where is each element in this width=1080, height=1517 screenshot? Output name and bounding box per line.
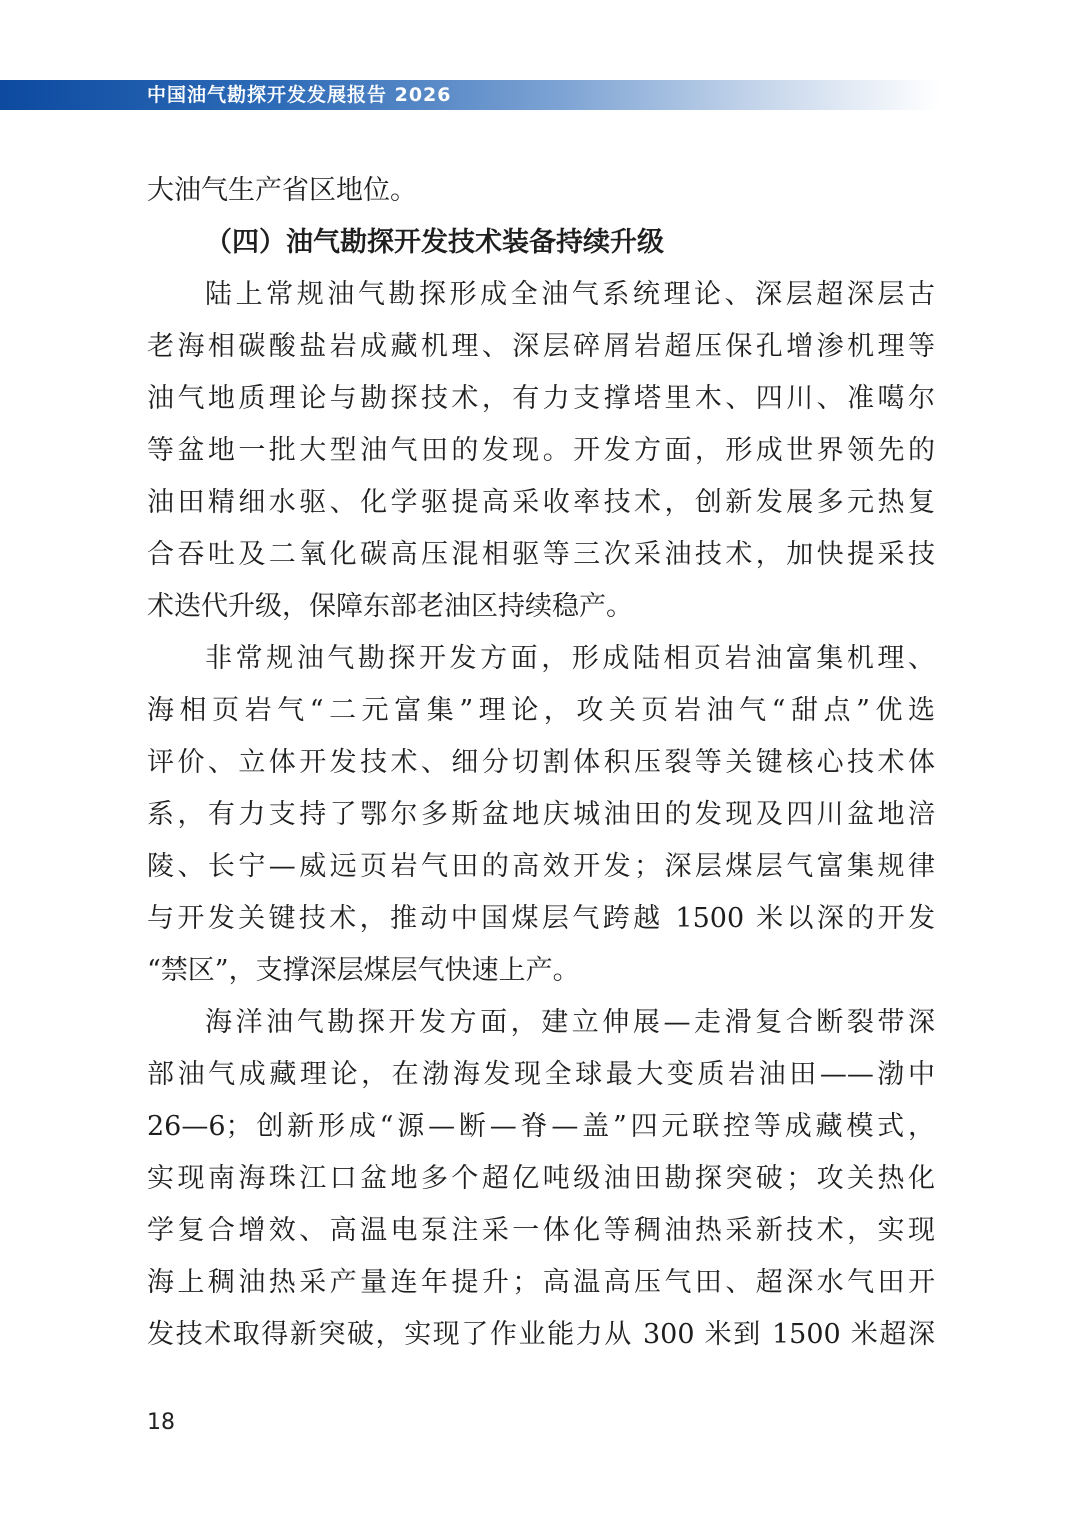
running-header-title: 中国油气勘探开发发展报告 2026 — [147, 84, 452, 106]
text-line: 大油气生产省区地位。 — [147, 175, 417, 206]
text-line: 非常规油气勘探开发方面，形成陆相页岩油富集机理、 — [205, 643, 935, 674]
text-line: 评价、立体开发技术、细分切割体积压裂等关键核心技术体 — [147, 747, 935, 778]
text-line: “禁区”，支撑深层煤层气快速上产。 — [147, 955, 580, 986]
text-line: 术迭代升级，保障东部老油区持续稳产。 — [147, 591, 633, 622]
text-line: 海洋油气勘探开发方面，建立伸展—走滑复合断裂带深 — [205, 1007, 935, 1038]
text-line: 陵、长宁—威远页岩气田的高效开发；深层煤层气富集规律 — [147, 851, 935, 882]
text-line: 油田精细水驱、化学驱提高采收率技术，创新发展多元热复 — [147, 487, 935, 518]
section-heading: （四）油气勘探开发技术装备持续升级 — [205, 227, 664, 258]
text-line: 陆上常规油气勘探形成全油气系统理论、深层超深层古 — [205, 279, 935, 310]
text-line: 老海相碳酸盐岩成藏机理、深层碎屑岩超压保孔增渗机理等 — [147, 331, 935, 362]
text-line: 实现南海珠江口盆地多个超亿吨级油田勘探突破；攻关热化 — [147, 1163, 935, 1194]
text-line: 系，有力支持了鄂尔多斯盆地庆城油田的发现及四川盆地涪 — [147, 799, 935, 830]
text-line: 发技术取得新突破，实现了作业能力从 300 米到 1500 米超深 — [147, 1319, 935, 1350]
page-body — [147, 165, 935, 1361]
header-band — [0, 80, 940, 110]
text-line: 26—6；创新形成“源—断—脊—盖”四元联控等成藏模式， — [147, 1111, 935, 1142]
text-line: 合吞吐及二氧化碳高压混相驱等三次采油技术，加快提采技 — [147, 539, 935, 570]
text-line: 海相页岩气“二元富集”理论，攻关页岩油气“甜点”优选 — [147, 695, 935, 726]
text-line: 部油气成藏理论，在渤海发现全球最大变质岩油田——渤中 — [147, 1059, 935, 1090]
page-number: 18 — [147, 1410, 175, 1435]
text-line: 等盆地一批大型油气田的发现。开发方面，形成世界领先的 — [147, 435, 935, 466]
text-line: 与开发关键技术，推动中国煤层气跨越 1500 米以深的开发 — [147, 903, 935, 934]
text-line: 学复合增效、高温电泵注采一体化等稠油热采新技术，实现 — [147, 1215, 935, 1246]
text-line: 海上稠油热采产量连年提升；高温高压气田、超深水气田开 — [147, 1267, 935, 1298]
text-line: 油气地质理论与勘探技术，有力支撑塔里木、四川、准噶尔 — [147, 383, 935, 414]
